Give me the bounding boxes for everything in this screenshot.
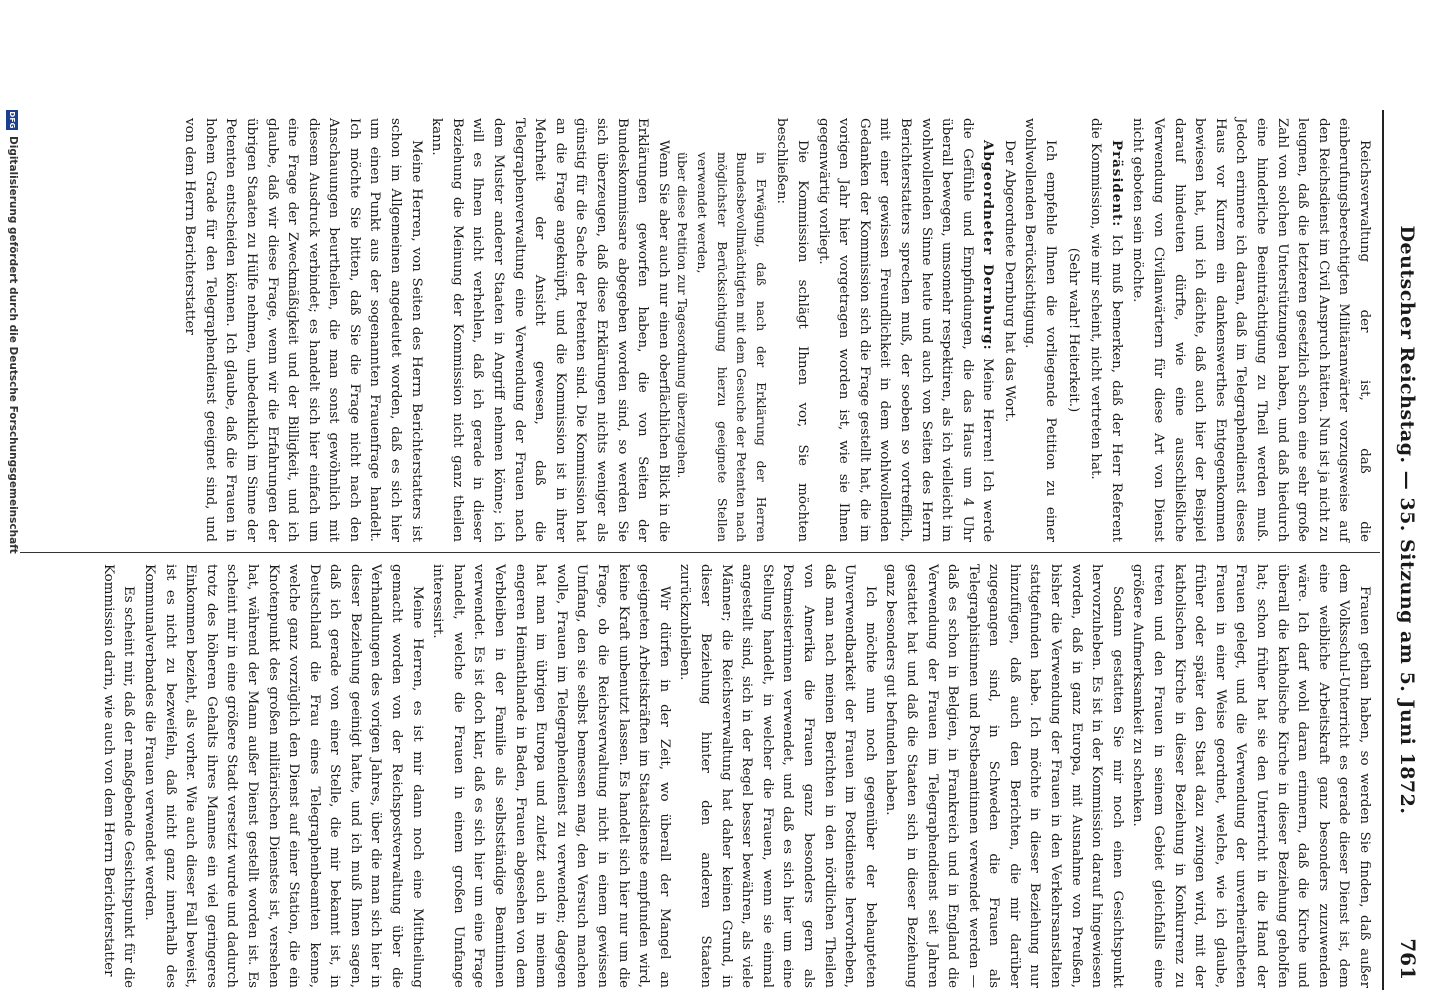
- paragraph: Frauen gethan haben, so werden Sie finden, daß außer dem Volksschul-Unterricht es gerade dieser Dienst ist, dem eine weibliche Arbeitskraft ganz besonders zuzuwenden wäre. Ich darf wohl daran erinnern, daß die Kirche und überall die katholische Kirche in dieser Beziehung geholfen hat; schon früher hat sie den Unterricht in die Hand der Frauen gelegt, und die Verwendung der unverheiratheten Frauen in einer Weise geordnet, welche, wie ich glaube, früher oder später den Staat dazu zwingen wird, mit der katholischen Kirche in dieser Beziehung in Konkurrenz zu treten und den Frauen in seinem Gebiet gleichfalls eine größere Aufmerksamkeit zu schenken.: [1130, 564, 1372, 988]
- dfg-logo: DFG: [8, 111, 16, 129]
- right-column: [97, 564, 1374, 988]
- paragraph: Sodann gestatten Sie mir noch einen Gesichtspunkt hervorzuheben. Es ist in der Kommission darauf hingewiesen worden, daß in ganz Europa, mit Ausnahme von Preußen, bisher die Verwendung der Frauen in den Verkehrsanstalten stattgefunden habe. Ich möchte in dieser Beziehung nur hinzufügen, daß auch den Berichten, die mir darüber zugegangen sind, in Schweden die Frauen als Telegraphistinnen und Postbeamtinnen verwendet werden — daß es schon in Belgien, in Frankreich und in England die Verwendung der Frauen im Telegraphendienst seit Jahren gestattet hat und daß die Staaten sich in dieser Beziehung ganz besonders gut befunden haben.: [883, 564, 1125, 988]
- footer-credit: Digitalisierung gefördert durch die Deutsche Forschungsgemeinschaft: [7, 136, 19, 554]
- speaker-name: Präsident:: [1108, 140, 1125, 228]
- left-column: [179, 118, 1374, 542]
- paragraph: Meine Herren, es ist mir dann noch eine Mittheilung gemacht worden von der Reichspostverwaltung über die Verhandlungen des vorigen Jahres, über die man sich hier in dieser Beziehung geeinigt hatte, und ich muß Ihnen sagen, daß ich gerade von einer Stelle, die mir bekannt ist, in Deutschland die Frau eines Telegraphenbeamten kenne, welche ganz vorzüglich den Dienst auf einer Station, die ein Knotenpunkt des großen militärischen Dienstes ist, versehen hat, während der Mann außer Dienst gestellt worden ist. Es scheint mir in eine größere Stadt versetzt wurde und dadurch trotz des höheren Gehalts ihres Mannes ein viel geringeres Einkommen bezieht, als vorher. Wie auch dieser Fall beweist, ist es nicht zu bezweifeln, daß nicht ganz innerhalb des Kommunalverbandes die Frauen verwendet werden.: [141, 564, 425, 988]
- page-number: 761: [1396, 938, 1420, 980]
- digitization-footer: [2, 110, 18, 990]
- motion-text: in Erwägung, daß nach der Erklärung der Herren Bundesbevollmächtigten mit dem Gesuche der Petenten nach möglichster Berücksichtigung hierzu geeignete Stellen verwendet werden,: [695, 152, 769, 542]
- paragraph: Ich möchte nun noch gegenüber der behaupteten Unverwendbarkeit der Frauen im Postdienste hervorheben, daß man nach meinen Berichten in den nördlichen Theilen von Amerika die Frauen ganz besonders gern als Postmeisterinnen verwendet, und daß es sich hier um eine Stellung handelt, in welcher die Frauen, wenn sie einmal angestellt sind, sich in der Regel besser bewähren, als viele Männer; die Reichsverwaltung hat daher keinen Grund, in dieser Beziehung hinter den anderen Staaten zurückzubleiben.: [677, 564, 878, 988]
- paragraph: Wenn Sie aber auch nur einen oberflächlichen Blick in die Erklärungen geworfen haben, die von Seiten der Bundeskommissare abgegeben worden sind, so werden Sie sich überzeugen, daß diese Erklärungen nichts weniger als günstig für die Sache der Petenten sind. Die Kommission hat an die Frage angeknüpft, und die Kommission ist in ihrer Mehrheit der Ansicht gewesen, daß die Telegraphenverwaltung eine Verwendung der Frauen nach dem Muster anderer Staaten in Angriff nehmen könne; ich will es Ihnen nicht verhehlen, daß ich gerade in dieser Beziehung die Meinung der Kommission nicht ganz theilen kann.: [429, 118, 671, 542]
- speech-text: Ich muß bemerken, daß der Herr Referent die Kommission, wie mir scheint, nicht vertreten hat.: [1088, 118, 1124, 542]
- speech-paragraph: [1085, 118, 1127, 542]
- paragraph: Es scheint mir, daß der maßgebende Gesichtspunkt für die Kommission darin, wie auch von dem Herrn Berichterstatter: [100, 564, 137, 988]
- speaker-name: Abgeordneter Dernburg:: [980, 140, 997, 351]
- paragraph: Ich empfehle Ihnen die vorliegende Petition zu einer wohlwollenden Berücksichtigung.: [1022, 118, 1059, 542]
- header-rule: [1382, 110, 1384, 990]
- running-title: Deutscher Reichstag. — 35. Sitzung am 5. Juni 1872.: [1396, 225, 1418, 815]
- paragraph: Meine Herren, von Seiten des Herrn Berichterstatters ist schon im Allgemeinen angedeutet worden, daß es sich hier um einen Punkt aus der sogenannten Frauenfrage handelt. Ich möchte Sie bitten, daß Sie die Frage nicht nach den Anschauungen beurtheilen, die man sonst gewöhnlich mit diesem Ausdruck verbindet; es handelt sich hier einfach um eine Frage der Zweckmäßigkeit und der Billigkeit, und ich glaube, daß wir diese Frage, wenn wir die Erfahrungen der übrigen Staaten zu Hülfe nehmen, unbedenklich im Sinne der Petenten entscheiden können. Ich glaube, daß die Frauen in hohem Grade für den Telegraphendienst geeignet sind, und von dem Herrn Berichterstatter: [182, 118, 424, 542]
- column-divider: [20, 552, 1380, 553]
- paragraph: Der Abgeordnete Dernburg hat das Wort.: [1001, 140, 1017, 423]
- paragraph: Die Kommission schlägt Ihnen vor, Sie möchten beschließen:: [774, 118, 810, 542]
- speech-paragraph: [812, 118, 998, 542]
- motion-text: über diese Petition zur Tagesordnung überzugehen.: [675, 152, 691, 479]
- paragraph: Reichsverwaltung der ist, daß die einberufungsberechtigten Militäranwärter vorzugsweise auf den Reichsdienst im Civil Anspruch hätten. Nun ist ja nicht zu leugnen, daß die letzteren gesetzlich schon eine sehr große Zahl von solchen Unterstützungen haben, und daß hiedurch eine hinderliche Beeinträchtigung zu Theil werden muß. Jedoch erinnere ich daran, daß im Telegraphendienst dieses Haus vor Kurzem ein dankenswerthes Entgegenkommen bewiesen hat, und ich dächte, daß auch hier der Beispiel darauf hindeuten dürfte, wie eine ausschließliche Verwendung von Civilanwärtern für diese Art von Dienst nicht geboten sein möchte.: [1130, 118, 1372, 542]
- paragraph: Wir dürfen in der Zeit, wo überall der Mangel an geeigneten Arbeitskräften im Staatsdienste empfunden wird, keine Kraft unbenutzt lassen. Es handelt sich hier nur um die Frage, ob die Reichsverwaltung nicht in einem gewissen Umfang, den sie selbst bemessen mag, den Versuch machen wolle, Frauen im Telegraphendienst zu verwenden; dagegen hat man im übrigen Europa und zuletzt auch in meinem engeren Heimathlande in Baden, Frauen abgesehen von dem Verbleiben in der Familie als selbstständige Beamtinnen verwendet. Es ist doch klar, daß es sich hier um eine Frage handelt, welche die Frauen in einem großen Umfange interessirt.: [430, 564, 672, 988]
- remark-line: (Sehr wahr! Heiterkeit.): [1065, 247, 1081, 413]
- page-header: [1386, 110, 1426, 990]
- speech-text: Meine Herren! Ich werde die Gefühle und Empfindungen, die das Haus um 4 Uhr überall bewegen, umsomehr respektiren, als ich vielleicht im wohlwollenden Sinne heute und auch von Seiten des Herrn Berichterstatters sprechen muß, der soeben so vortrefflich, mit einer gewissen Freundlichkeit in dem wohlwollenden Gedanken der Kommission sich die Frage gestellt hat, die im vorigen Jahr hier vorgetragen worden ist, wie sie Ihnen gegenwärtig vorliegt.: [815, 118, 996, 542]
